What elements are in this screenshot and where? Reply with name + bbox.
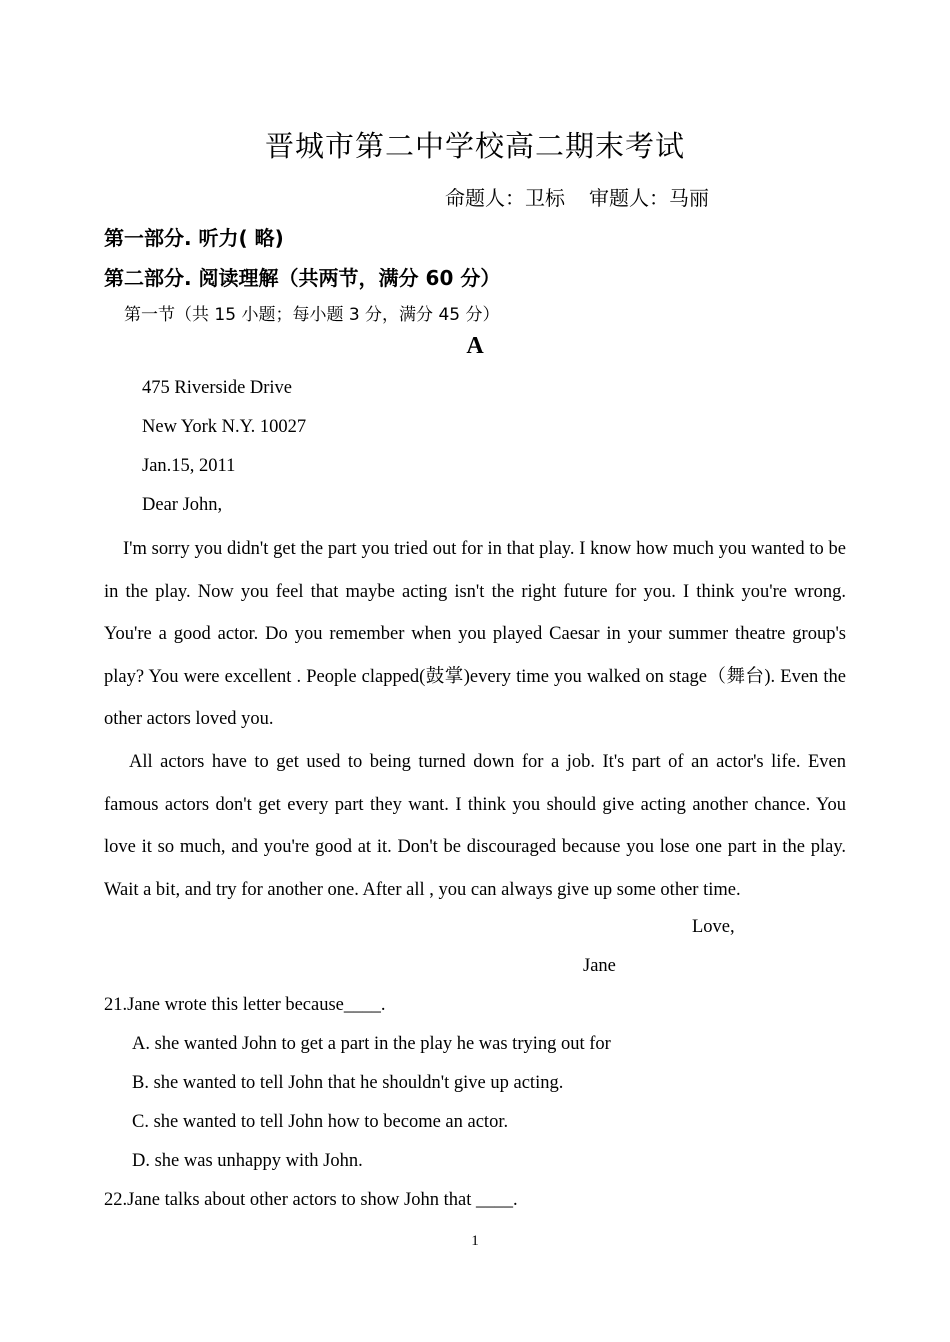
page-title: 晋城市第二中学校高二期末考试 — [264, 129, 685, 163]
part-1-heading: 第一部分. 听力( 略) — [104, 226, 284, 250]
question-21-option-b: B. she wanted to tell John that he shouldn't give up acting. — [132, 1073, 564, 1093]
address-line-1: 475 Riverside Drive — [142, 378, 293, 398]
question-21-option-a: A. she wanted John to get a part in the play he was trying out for — [132, 1034, 611, 1054]
author-line — [445, 182, 709, 211]
letter-greeting: Dear John, — [142, 495, 223, 515]
letter-paragraph-2: All actors have to get used to being turned down for a job. It's part of an actor's life. Even famous actors don't get every part they want. I think you should give acting another chance. You love it so much, and you're good at it. Don't be discouraged because you lose one part in the play. Wait a bit, and try for another one. After all , you can always give up some other time. — [104, 752, 846, 900]
part-2-heading: 第二部分. 阅读理解（共两节，满分 60 分） — [104, 266, 501, 290]
author-label: 命题人：卫标 — [445, 186, 565, 210]
question-21-option-c: C. she wanted to tell John how to become an actor. — [132, 1112, 509, 1132]
question-22-stem: 22.Jane talks about other actors to show John that ____. — [104, 1190, 518, 1210]
page-number: 1 — [471, 1233, 479, 1249]
question-21-option-d: D. she was unhappy with John. — [132, 1151, 363, 1171]
reviewer-label: 审题人：马丽 — [589, 186, 709, 210]
address-line-2: New York N.Y. 10027 — [142, 417, 307, 437]
letter-signature: Jane — [583, 956, 616, 976]
letter-date: Jan.15, 2011 — [142, 456, 236, 476]
section-1-heading: 第一节（共 15 小题；每小题 3 分，满分 45 分） — [124, 305, 500, 325]
passage-label: A — [466, 333, 484, 359]
letter-closing: Love, — [692, 917, 735, 937]
letter-paragraph-1: I'm sorry you didn't get the part you tried out for in that play. I know how much you wanted to be in the play. Now you feel that maybe acting isn't the right future for you. I think you're wrong. You're a good actor. Do you remember when you played Caesar in your summer theatre group's play? You were excellent . People clapped(鼓掌)every time you walked on stage（舞台). Even the other actors loved you. — [104, 539, 846, 730]
question-21-stem: 21.Jane wrote this letter because____. — [104, 995, 386, 1015]
